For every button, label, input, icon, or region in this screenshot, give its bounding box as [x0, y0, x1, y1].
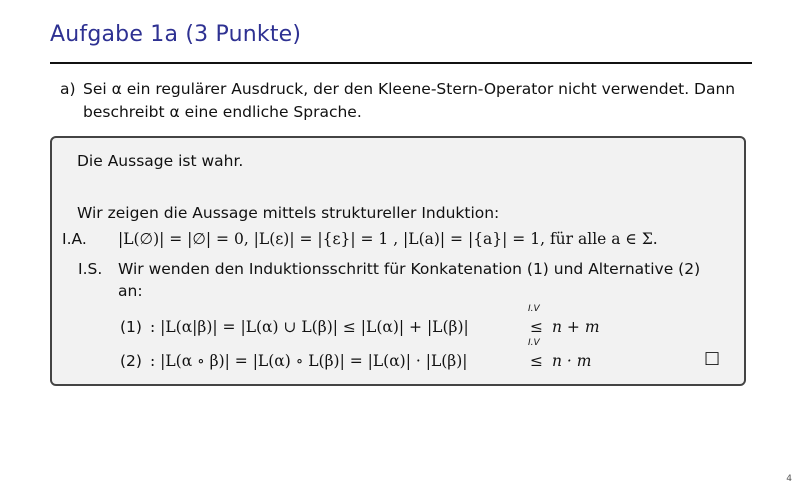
task-label: a) — [60, 80, 76, 98]
proof-intro: Wir zeigen die Aussage mittels struktureller Induktion: — [77, 204, 500, 222]
qed-square-icon: □ — [703, 348, 720, 368]
title-divider — [50, 62, 752, 64]
task-text: Sei α ein regulärer Ausdruck, der den Kleene-Stern-Operator nicht verwendet. Dann beschreibt α eine endliche Sprache. — [83, 80, 736, 121]
case1-relation: ≤ — [530, 318, 543, 336]
ia-label: I.A. — [62, 230, 87, 248]
case1-result: n + m — [552, 318, 600, 336]
case2-result: n · m — [552, 352, 592, 370]
solution-box — [50, 136, 746, 386]
case1-formula: : |L(α|β)| = |L(α) ∪ L(β)| ≤ |L(α)| + |L(β)| — [150, 318, 469, 336]
page-number: 4 — [786, 474, 792, 484]
case2-formula: : |L(α ∘ β)| = |L(α) ∘ L(β)| = |L(α)| · |L(β)| — [150, 352, 468, 370]
case2-label: (2) — [120, 352, 142, 370]
is-text-line1: Wir wenden den Induktionsschritt für Konkatenation (1) und Alternative (2) — [118, 260, 701, 278]
case2-rel-note: I.V — [528, 338, 540, 348]
task-statement — [60, 78, 750, 124]
is-text-line2: an: — [118, 282, 143, 300]
is-label: I.S. — [78, 260, 103, 278]
slide-title: Aufgabe 1a (3 Punkte) — [50, 22, 302, 47]
case2-relation: ≤ — [530, 352, 543, 370]
case1-rel-note: I.V — [528, 304, 540, 314]
ia-formula: |L(∅)| = |∅| = 0, |L(ε)| = |{ε}| = 1 , |L(a)| = |{a}| = 1, für alle a ∈ Σ. — [118, 230, 658, 248]
solution-statement: Die Aussage ist wahr. — [77, 152, 244, 170]
case1-label: (1) — [120, 318, 142, 336]
